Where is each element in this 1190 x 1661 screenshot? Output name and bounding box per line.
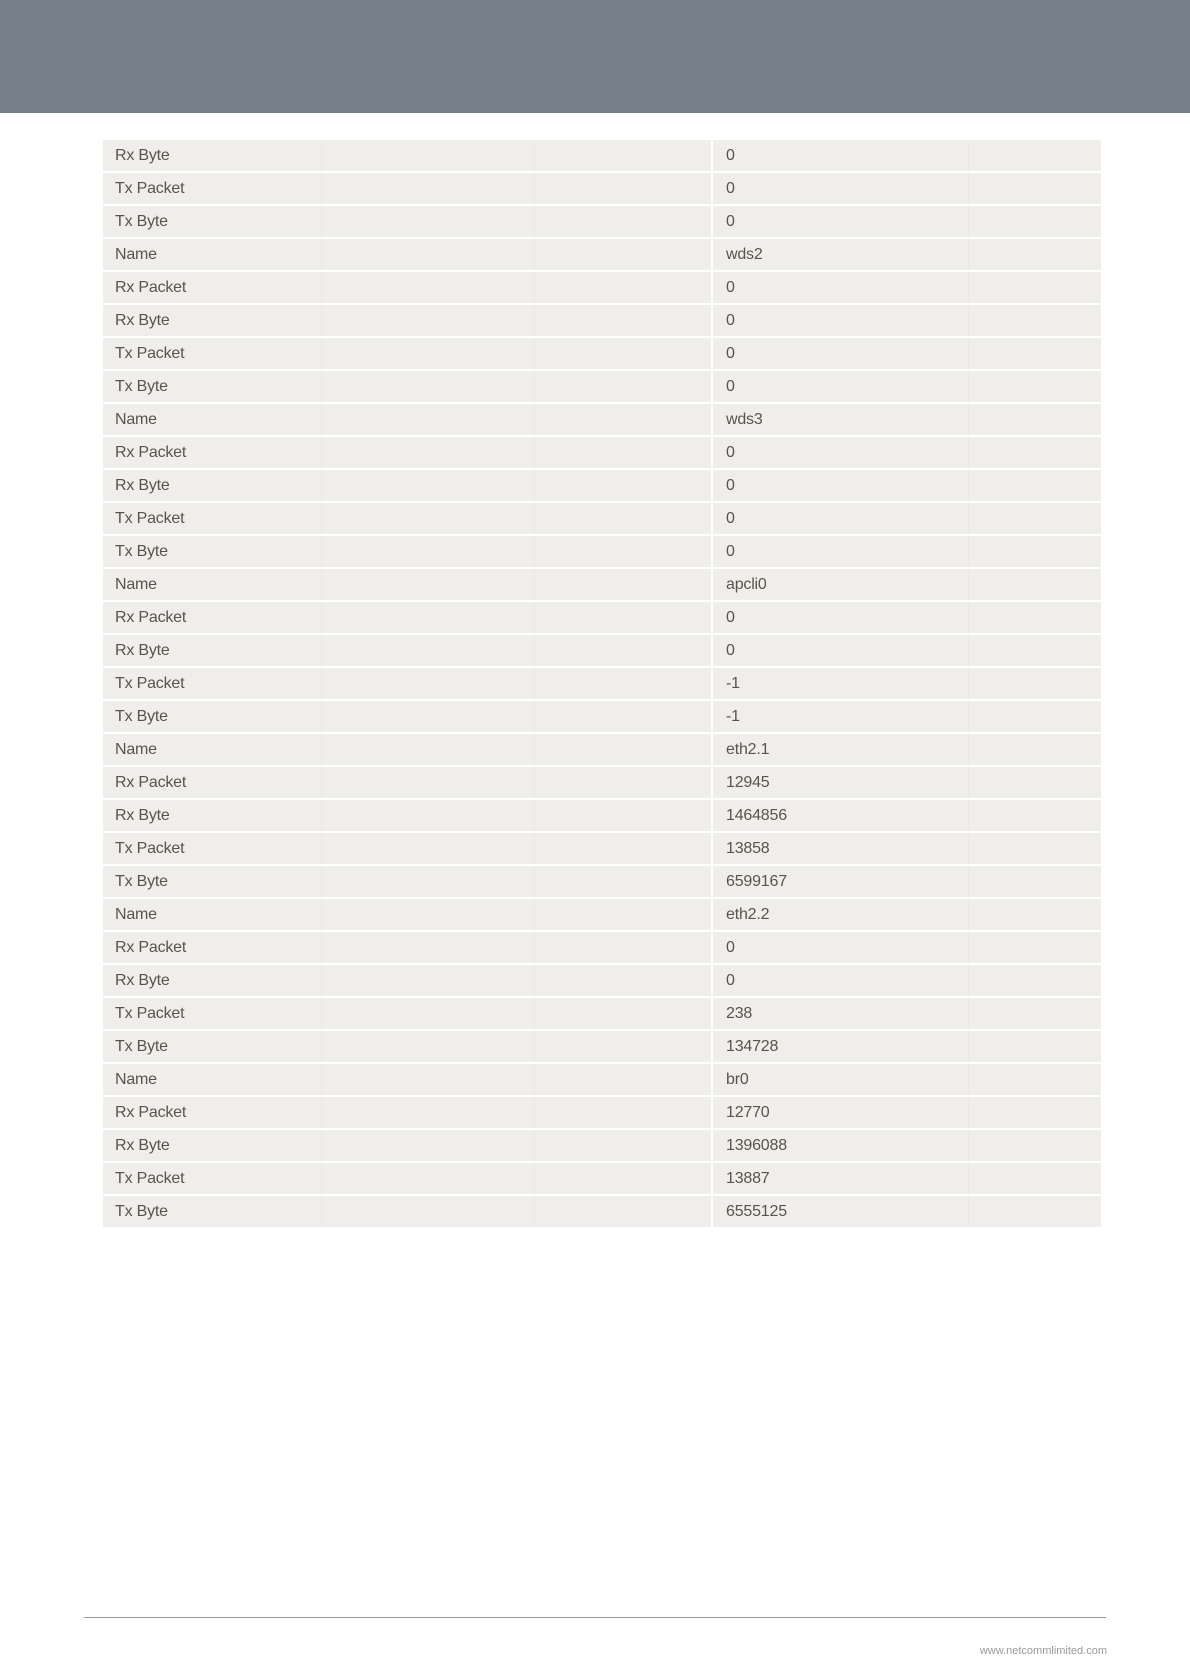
table-row	[103, 899, 1101, 932]
table-row	[103, 998, 1101, 1031]
row-label: Rx Packet	[103, 932, 711, 965]
row-label: Tx Byte	[103, 1031, 711, 1064]
table-row	[103, 635, 1101, 668]
row-value: eth2.1	[711, 734, 1101, 767]
row-value: 1464856	[711, 800, 1101, 833]
table-row	[103, 371, 1101, 404]
row-value: 13858	[711, 833, 1101, 866]
row-value: br0	[711, 1064, 1101, 1097]
row-value: -1	[711, 668, 1101, 701]
footer-url: www.netcommlimited.com	[979, 1645, 1107, 1657]
table-row	[103, 437, 1101, 470]
row-label: Tx Byte	[103, 701, 711, 734]
row-value: 12945	[711, 767, 1101, 800]
row-label: Tx Byte	[103, 206, 711, 239]
table-row	[103, 800, 1101, 833]
row-value: 0	[711, 272, 1101, 305]
row-value: wds2	[711, 239, 1101, 272]
row-value: -1	[711, 701, 1101, 734]
interface-statistics-table	[103, 140, 1101, 1227]
row-label: Rx Packet	[103, 437, 711, 470]
table-row	[103, 173, 1101, 206]
table-row	[103, 1097, 1101, 1130]
row-label: Tx Packet	[103, 833, 711, 866]
row-value: 0	[711, 536, 1101, 569]
row-value: 0	[711, 602, 1101, 635]
row-value: 13887	[711, 1163, 1101, 1196]
row-label: Rx Packet	[103, 602, 711, 635]
row-value: 0	[711, 371, 1101, 404]
table-row	[103, 734, 1101, 767]
row-value: 12770	[711, 1097, 1101, 1130]
table-row	[103, 470, 1101, 503]
table-row	[103, 833, 1101, 866]
table-row	[103, 305, 1101, 338]
row-value: 6599167	[711, 866, 1101, 899]
row-label: Rx Byte	[103, 635, 711, 668]
row-label: Rx Byte	[103, 1130, 711, 1163]
row-label: Tx Packet	[103, 1163, 711, 1196]
table-row	[103, 965, 1101, 998]
table-row	[103, 272, 1101, 305]
row-label: Name	[103, 734, 711, 767]
table-row	[103, 206, 1101, 239]
row-label: Rx Packet	[103, 272, 711, 305]
table-row	[103, 536, 1101, 569]
row-label: Name	[103, 1064, 711, 1097]
row-label: Tx Byte	[103, 371, 711, 404]
row-value: eth2.2	[711, 899, 1101, 932]
table-row	[103, 701, 1101, 734]
table-row	[103, 932, 1101, 965]
table-row	[103, 404, 1101, 437]
row-value: 134728	[711, 1031, 1101, 1064]
row-label: Tx Packet	[103, 503, 711, 536]
table-row	[103, 767, 1101, 800]
row-value: wds3	[711, 404, 1101, 437]
table-row	[103, 1130, 1101, 1163]
row-label: Rx Byte	[103, 140, 711, 173]
row-label: Tx Packet	[103, 998, 711, 1031]
row-label: Tx Byte	[103, 866, 711, 899]
row-value: 0	[711, 305, 1101, 338]
table-row	[103, 1064, 1101, 1097]
row-label: Name	[103, 899, 711, 932]
table-row	[103, 1196, 1101, 1227]
row-value: 0	[711, 932, 1101, 965]
row-label: Name	[103, 569, 711, 602]
row-label: Tx Byte	[103, 1196, 711, 1227]
row-label: Tx Packet	[103, 668, 711, 701]
row-label: Rx Byte	[103, 305, 711, 338]
table-row	[103, 569, 1101, 602]
row-value: 0	[711, 140, 1101, 173]
row-value: 0	[711, 206, 1101, 239]
row-label: Rx Byte	[103, 800, 711, 833]
row-label: Rx Packet	[103, 767, 711, 800]
row-value: 6555125	[711, 1196, 1101, 1227]
row-value: 1396088	[711, 1130, 1101, 1163]
footer-rule	[84, 1617, 1106, 1618]
table-row	[103, 668, 1101, 701]
row-value: 0	[711, 635, 1101, 668]
table-row	[103, 140, 1101, 173]
row-value: 0	[711, 965, 1101, 998]
row-label: Tx Byte	[103, 536, 711, 569]
row-value: 0	[711, 338, 1101, 371]
row-value: apcli0	[711, 569, 1101, 602]
row-value: 0	[711, 503, 1101, 536]
table-row	[103, 338, 1101, 371]
row-label: Tx Packet	[103, 173, 711, 206]
row-label: Rx Byte	[103, 470, 711, 503]
header-band	[0, 0, 1190, 113]
row-value: 0	[711, 470, 1101, 503]
row-value: 0	[711, 437, 1101, 470]
row-label: Tx Packet	[103, 338, 711, 371]
table-row	[103, 1031, 1101, 1064]
statistics-rows	[103, 140, 1101, 1227]
row-label: Rx Packet	[103, 1097, 711, 1130]
table-row	[103, 239, 1101, 272]
table-row	[103, 866, 1101, 899]
row-value: 238	[711, 998, 1101, 1031]
table-row	[103, 1163, 1101, 1196]
row-value: 0	[711, 173, 1101, 206]
table-row	[103, 503, 1101, 536]
row-label: Name	[103, 404, 711, 437]
row-label: Rx Byte	[103, 965, 711, 998]
table-row	[103, 602, 1101, 635]
row-label: Name	[103, 239, 711, 272]
